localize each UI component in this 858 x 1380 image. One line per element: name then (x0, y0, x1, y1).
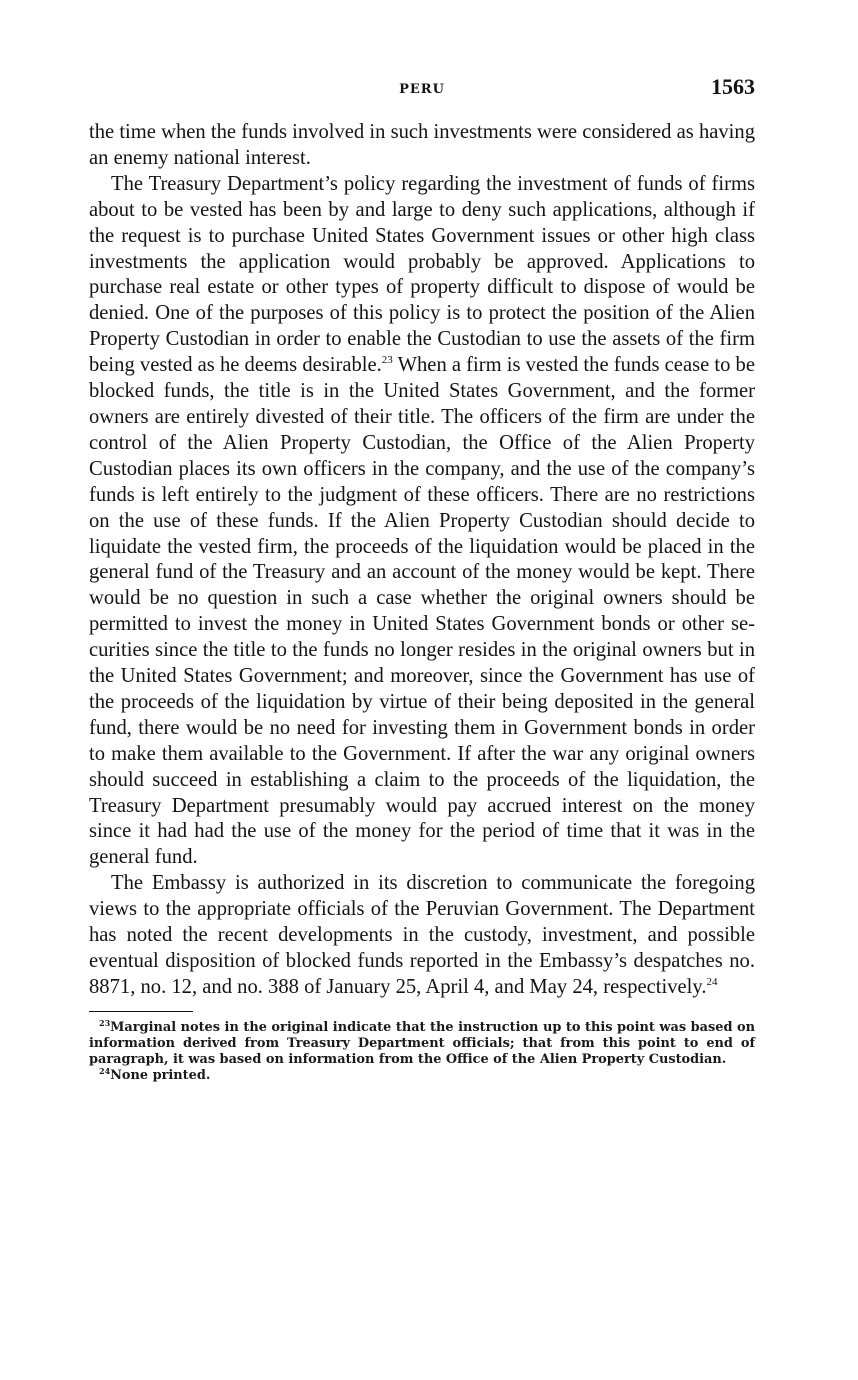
page-header (89, 74, 755, 106)
paragraph-text: When a firm is vested the funds cease to be blocked funds, the title is in the United States Government, and the former owners are entirely divested of their title. The officers of the firm are under the control of the Alien Property Custodian, the Office of the Alien Property Custodian places its own officers in the company, and the use of the company’s funds is left entirely to the judgment of these officers. There are no restrictions on the use of these funds. If the Alien Property Custodian should decide to liquidate the vested firm, the proceeds of the liquidation would be placed in the general fund of the Treasury and an account of the money would be kept. There would be no question in such a case whether the original owners should be permitted to invest the money in United States Government bonds or other securities since the title to the funds no longer resides in the original owners but in the United States Government; and moreover, since the Government has use of the proceeds of the liquidation by virtue of their being deposited in the general fund, there would be no need for investing them in Government bonds in order to make them available to the Government. If after the war any original owners should succeed in establishing a claim to the proceeds of the liquidation, the Treasury Department presumably would pay accrued interest on the money since it had had the use of the money for the period of time that it was in the general fund. (89, 354, 755, 869)
paragraph-text: the time when the funds involved in such investments were considered as having an enemy national interest. (89, 121, 755, 169)
footnote-24 (89, 1065, 755, 1084)
footnote-marker: 23 (99, 1017, 111, 1028)
body-text (89, 120, 755, 1001)
footnote-23 (89, 1017, 755, 1068)
document-page (89, 74, 755, 1084)
footnote-divider (89, 1011, 193, 1012)
paragraph-treasury-policy (89, 172, 755, 871)
paragraph-embassy-authorization (89, 871, 755, 1001)
running-head: PERU (399, 82, 445, 97)
footnote-text: Marginal notes in the original indicate that the instruction up to this point was based on information derived from Treasury Department officials; that from this point to end of paragraph, it was based on information from the Office of the Alien Property Custodian. (89, 1019, 755, 1067)
footnote-text: None printed. (110, 1067, 211, 1083)
paragraph-text: The Embassy is authorized in its discretion to communicate the foregoing views to the appropriate officials of the Peruvian Government. The Department has noted the recent developments in the custody, investment, and possible eventual disposition of blocked funds reported in the Embassy’s despatches no. 8871, no. 12, and no. 388 of January 25, April 4, and May 24, respectively. (89, 872, 755, 998)
footnote-ref-23: 23 (381, 354, 393, 367)
paragraph-continuation (89, 120, 755, 172)
footnote-marker: 24 (99, 1065, 111, 1076)
footnote-ref-24: 24 (706, 975, 718, 988)
footnotes (89, 1017, 755, 1084)
paragraph-text: The Treasury Department’s policy regarding the investment of funds of firms about to be vested has been by and large to deny such applications, although if the request is to purchase United States Government issues or other high class investments the application would probably be approved. Applications to purchase real estate or other types of property difficult to dispose of would be denied. One of the purposes of this policy is to protect the position of the Alien Property Custodian in order to enable the Custodian to use the assets of the firm being vested as he deems desirable. (89, 172, 755, 377)
page-number: 1563 (711, 74, 755, 99)
